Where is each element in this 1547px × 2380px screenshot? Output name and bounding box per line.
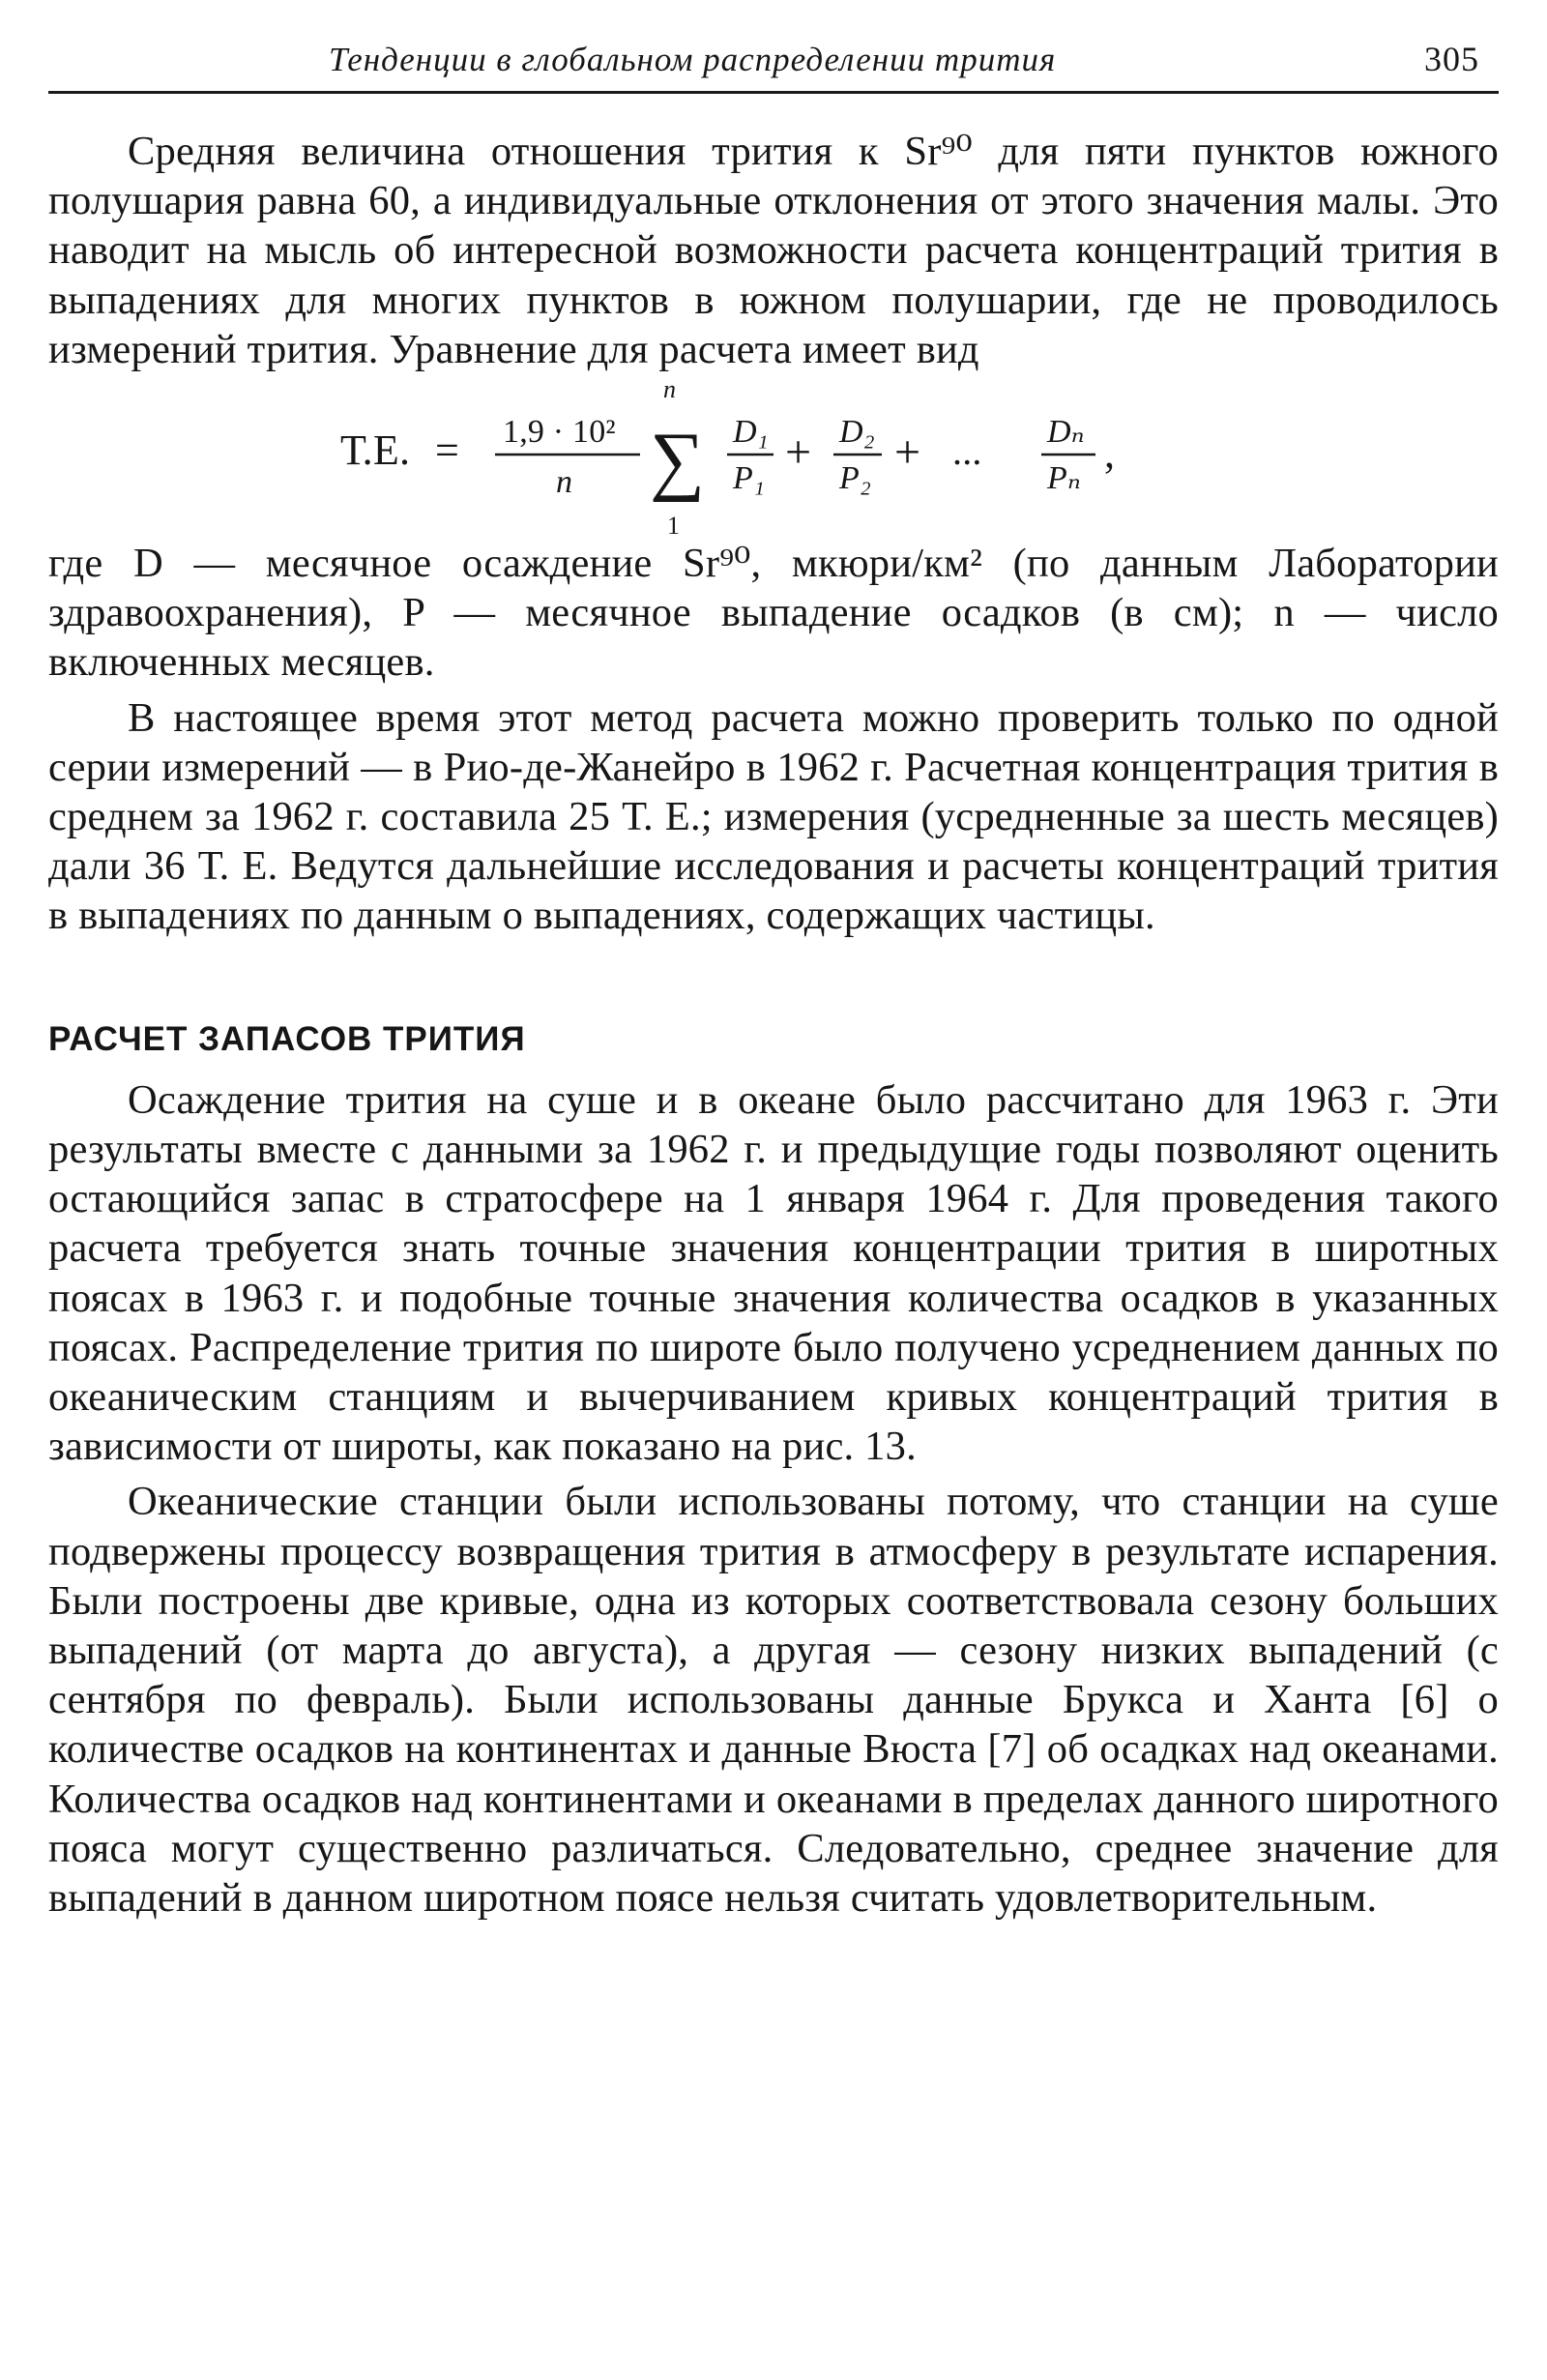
formula-plus2: +	[894, 426, 921, 479]
formula-svg	[48, 374, 1499, 539]
formula-sum-upper: n	[663, 375, 677, 404]
running-head	[48, 29, 1499, 94]
formula-lhs: Т.Е.	[340, 426, 411, 475]
formula-term1-num: D₁	[733, 414, 769, 451]
formula-term3-den: Pₙ	[1047, 460, 1081, 497]
formula-sum-lower: 1	[667, 512, 681, 540]
page-number: 305	[1424, 40, 1479, 78]
paragraph-ocean-stations: Океанические станции были использованы потому, что станции на суше подвержены процессу возвращения трития в атмосферу в результате испарения. Были построены две кривые, одна из которых соответствовала сезону больших выпадений (от марта до августа), а другая — сезону низких выпадений (с сентября по февраль). Были использованы данные Брукса и Ханта [6] о количестве осадков на континентах и данные Вюста [7] об осадках над океанами. Количества осадков над континентами и океанами в пределах данного широтного пояса могут существенно различаться. Следовательно, среднее значение для выпадений в данном широтном поясе нельзя считать удовлетворительным.	[48, 1479, 1499, 1922]
formula-tritium-units	[48, 374, 1499, 539]
formula-sum-symbol: ∑	[650, 418, 706, 504]
formula-term1-den: P₁	[733, 460, 765, 497]
formula-plus1: +	[785, 426, 812, 479]
formula-equals: =	[435, 426, 460, 475]
formula-term2-den: P₂	[839, 460, 871, 497]
paragraph-rio: В настоящее время этот метод расчета можно проверить только по одной серии измерений — в Рио-де-Жанейро в 1962 г. Расчетная концентрация трития в среднем за 1962 г. составила 25 Т. Е.; измерения (усредненные за шесть месяцев) дали 36 Т. Е. Ведутся дальнейшие исследования и расчеты концентраций трития в выпадениях по данным о выпадениях, содержащих частицы.	[48, 694, 1499, 939]
formula-term2-num: D₂	[839, 414, 875, 451]
paragraph-deposition: Осаждение трития на суше и в океане было рассчитано для 1963 г. Эти результаты вместе с данными за 1962 г. и предыдущие годы позволяют оценить остающийся запас в стратосфере на 1 января 1964 г. Для проведения такого расчета требуется знать точные значения концентрации трития в широтных поясах в 1963 г. и подобные точные значения количества осадков в указанных поясах. Распределение трития по широте было получено усреднением данных по океаническим станциям и вычерчиванием кривых концентраций трития в зависимости от широты, как показано на рис. 13.	[48, 1076, 1499, 1470]
section-heading: РАСЧЕТ ЗАПАСОВ ТРИТИЯ	[48, 1019, 526, 1058]
formula-trailing-comma: ,	[1104, 429, 1116, 478]
page	[48, 29, 1499, 1923]
running-title: Тенденции в глобальном распределении трития	[329, 41, 1057, 78]
formula-term3-num: Dₙ	[1047, 414, 1085, 451]
paragraph-ratio: Средняя величина отношения трития к Sr⁹⁰ для пяти пунктов южного полушария равна 60, а индивидуальные отклонения от этого значения малы. Это наводит на мысль об интересной возможности расчета концентраций трития в выпадениях для многих пунктов в южном полушарии, где не проводилось измерений трития. Уравнение для расчета имеет вид	[48, 129, 1499, 372]
body-text	[48, 127, 1499, 1923]
formula-coef-denominator: n	[556, 464, 573, 501]
formula-coef-numerator: 1,9 · 10²	[503, 414, 616, 451]
paragraph-definitions: где D — месячное осаждение Sr⁹⁰, мкюри/км² (по данным Лаборатории здравоохранения), P — месячное выпадение осадков (в см); n — число включенных месяцев.	[48, 541, 1499, 686]
formula-ellipsis: ...	[952, 429, 982, 474]
